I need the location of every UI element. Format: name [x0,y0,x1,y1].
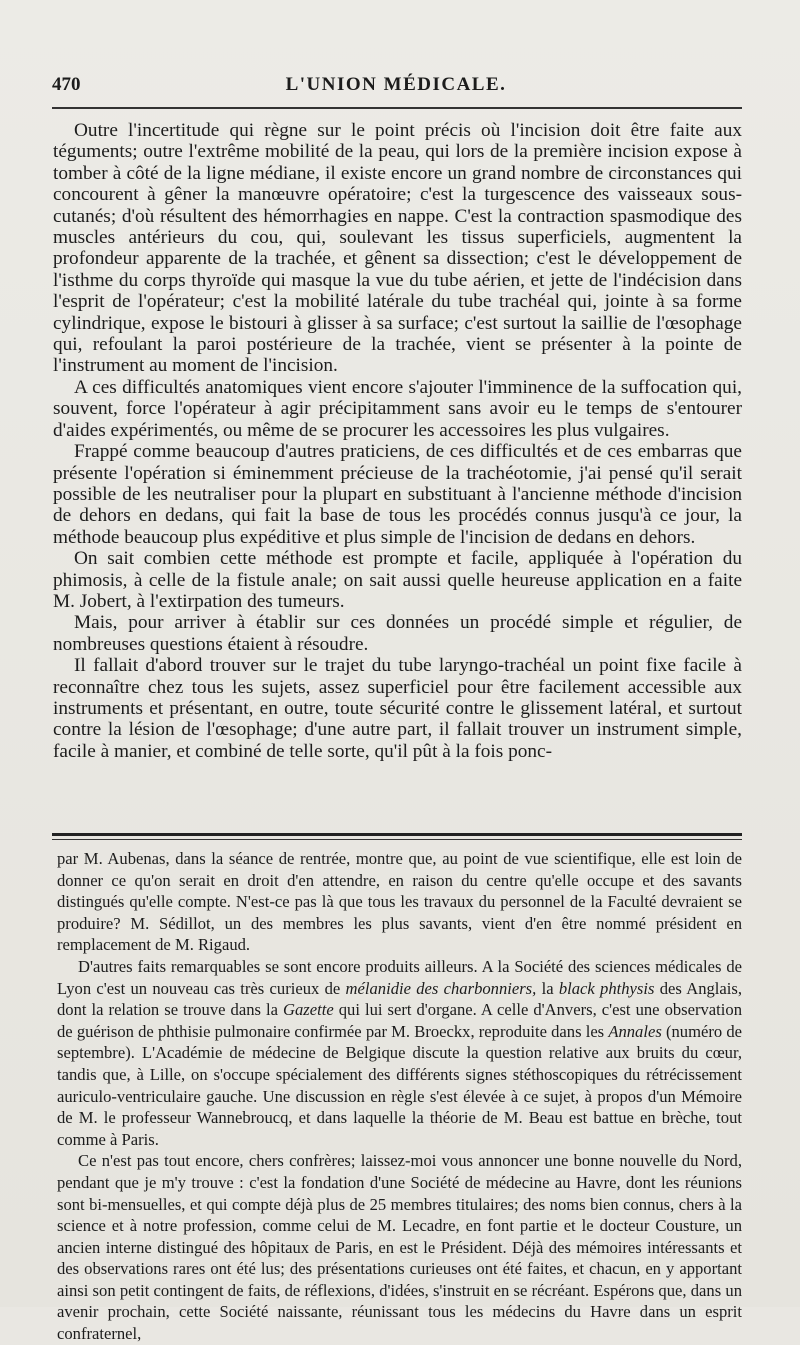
feuilleton-separator-thin [52,839,742,840]
text-run: la [536,978,559,998]
feuilleton-section [57,848,742,1345]
feuilleton-paragraph [57,956,742,1150]
feuilleton-separator-thick [52,833,742,836]
article-paragraph: A ces difficultés anatomiques vient encore s'ajouter l'imminence de la suffocation qui, souvent, force l'opérateur à agir précipitamment sans avoir eu le temps de s'entourer d'aides expérimentés, ou même de se procurer les accessoires les plus vulgaires. [53,376,742,441]
feuilleton-paragraph: Ce n'est pas tout encore, chers confrères; laissez-moi vous annoncer une bonne nouvelle du Nord, pendant que je m'y trouve : c'est la fondation d'une Société de médecine au Havre, dont les réunions sont bi-mensuelles, et qui compte déjà plus de 25 membres titulaires; des noms bien connus, chers à la science et à notre profession, comme celui de M. Lecadre, en font partie et le docteur Cousture, un ancien interne distingué des hôpitaux de Paris, en est le Président. Déjà des mémoires intéressants et des observations rares ont été lus; des présentations curieuses ont été faites, et chacun, en y apportant ainsi son petit contingent de faits, de réflexions, d'idées, s'instruit en se récréant. Espérons que, dans un avenir prochain, cette Société naissante, réunissant tous les médecins du Havre dans un esprit confraternel, [57,1151,742,1344]
text-run: qui lui sert d'organe. A celle d'Anvers, c'est une observation de guérison de phthisie pulmonaire confirmée par M. Broeckx, reproduite dans les [57,1000,742,1041]
page-number: 470 [52,74,81,95]
journal-title: L'UNION MÉDICALE. [285,74,507,95]
article-paragraph: Il fallait d'abord trouver sur le trajet du tube laryngo-trachéal un point fixe facile à reconnaître chez tous les sujets, assez superficiel pour être facilement accessible aux instruments et présentant, en outre, toute sécurité contre le glissement latéral, et surtout contre la lésion de l'œsophage; d'une autre part, il fallait trouver un instrument simple, facile à manier, et combiné de telle sorte, qu'il pût à la fois ponc- [53,655,742,762]
article-paragraph: Mais, pour arriver à établir sur ces données un procédé simple et régulier, de nombreuses questions étaient à résoudre. [53,612,742,655]
feuilleton-paragraph: par M. Aubenas, dans la séance de rentrée, montre que, au point de vue scientifique, elle est loin de donner ce qu'on serait en droit d'en attendre, en raison du centre qu'elle occupe et des savants distingués qu'elle compte. N'est-ce pas là que tous les travaux du personnel de la Faculté devraient se produire? M. Sédillot, un des membres les plus savants, vient d'en être nommé président en remplacement de M. Rigaud. [57,849,742,955]
italic-term: mélanidie des charbonniers, [345,978,537,998]
page-header [52,70,740,100]
text-run: D'autres faits remarquables se sont encore produits ailleurs. A la Société des sciences médicales de Lyon c'est un nouveau cas très curieux de [57,956,742,998]
main-article [53,120,742,762]
article-paragraph: Outre l'incertitude qui règne sur le point précis où l'incision doit être faite aux téguments; outre l'extrême mobilité de la peau, qui lors de la première incision expose à tomber à côté de la ligne médiane, il existe encore un grand nombre de circonstances qui concourent à gêner la manœuvre opératoire; c'est la turgescence des vaisseaux sous-cutanés; d'où résultent des hémorrhagies en nappe. C'est la contraction spasmodique des muscles antérieurs du cou, qui, soulevant les tissus superficiels, augmentent la profondeur apparente de la trachée, et gênent sa dissection; c'est le développement de l'isthme du corps thyroïde qui masque la vue du tube aérien, et jette de l'indécision dans l'esprit de l'opérateur; c'est la mobilité latérale du tube trachéal qui, jointe à sa forme cylindrique, expose le bistouri à glisser à sa surface; c'est surtout la saillie de l'œsophage qui, refoulant la paroi postérieure de la trachée, vient se présenter à la pointe de l'instrument au moment de l'incision. [53,120,742,377]
text-run: des Anglais, dont la relation se trouve dans la [57,978,742,1020]
italic-term: Gazette [283,1000,334,1020]
italic-term: black phthysis [558,978,655,998]
text-run: (numéro de septembre). L'Académie de médecine de Belgique discute la question relative aux bruits du cœur, tandis que, à Lille, on s'occupe spécialement des différents signes stéthoscopiques du rétrécissement auriculo-ventriculaire gauche. Une discussion en règle s'est élevée à ce sujet, à propos d'un Mémoire de M. le professeur Wannebroucq, et dans laquelle la théorie de M. Beau est battue en brèche, tout comme à Paris. [57,1021,742,1149]
italic-term: Annales [608,1021,662,1041]
article-paragraph: Frappé comme beaucoup d'autres praticiens, de ces difficultés et de ces embarras que présente l'opération si éminemment précieuse de la trachéotomie, j'ai pensé qu'il serait possible de les neutraliser pour la plupart en substituant à l'ancienne méthode d'incision de dehors en dedans, qui fait la base de tous les procédés connus jusqu'à ce jour, la méthode beaucoup plus expéditive et plus simple de l'incision de dedans en dehors. [53,441,742,548]
header-rule [52,107,742,109]
article-paragraph: On sait combien cette méthode est prompte et facile, appliquée à l'opération du phimosis, à celle de la fistule anale; on sait aussi quelle heureuse application en a faite M. Jobert, à l'extirpation des tumeurs. [53,548,742,612]
